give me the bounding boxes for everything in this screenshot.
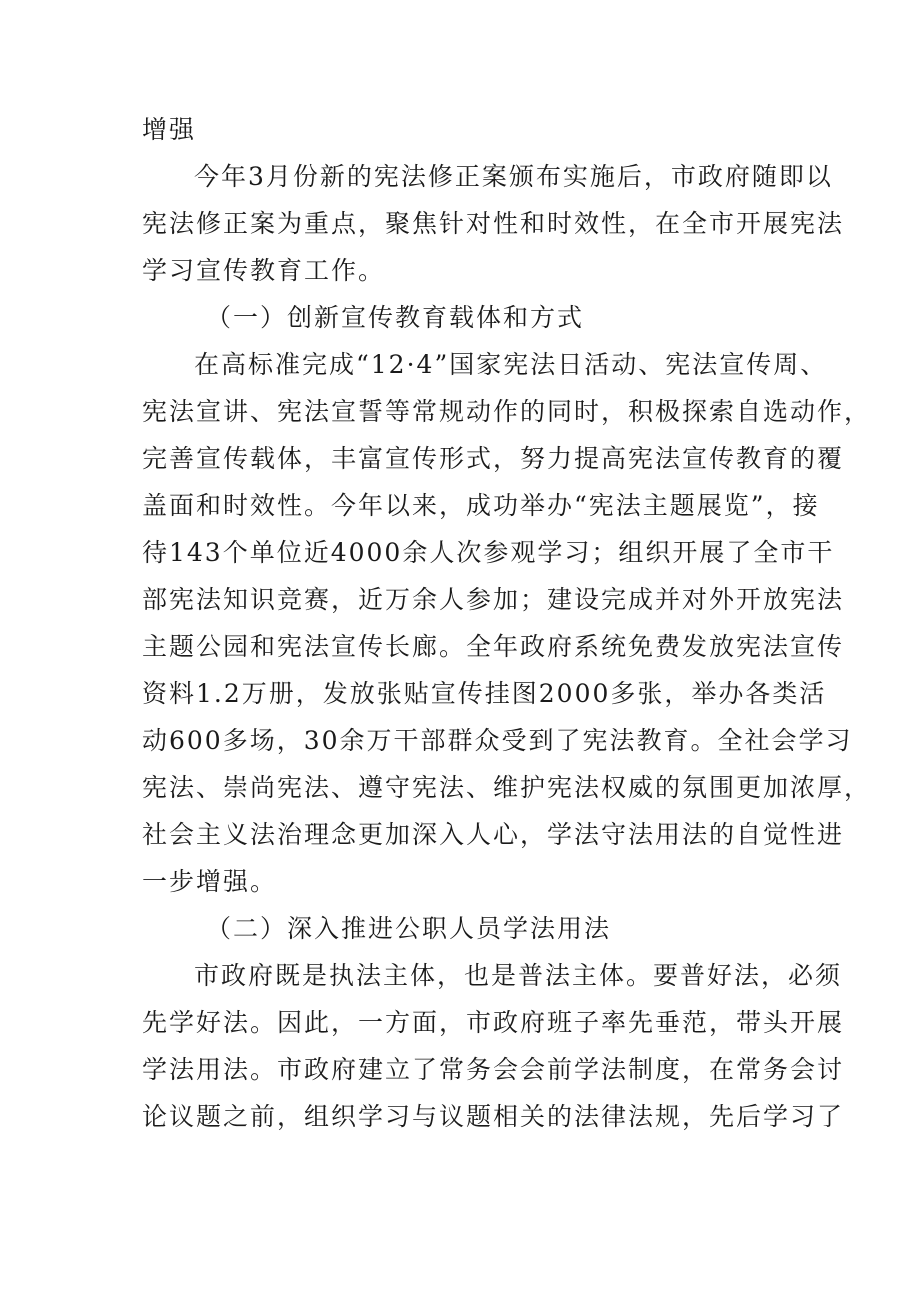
text-line-6: 在高标准完成“12·4”国家宪法日活动、宪法宣传周、 <box>194 350 828 379</box>
text-line-4: 学习宣传教育工作。 <box>142 256 386 285</box>
text-line-2: 今年3月份新的宪法修正案颁布实施后，市政府随即以 <box>194 162 833 191</box>
text-line-13: 资料1.2万册，发放张贴宣传挂图2000多张，举办各类活 <box>142 679 827 708</box>
text-line-21: 学法用法。市政府建立了常务会会前学法制度，在常务会讨 <box>142 1055 845 1084</box>
text-line-17: 一步增强。 <box>142 867 278 896</box>
text-line-9: 盖面和时效性。今年以来，成功举办“宪法主题展览”，接 <box>142 491 820 520</box>
text-line-7: 宪法宣讲、宪法宣誓等常规动作的同时，积极探索自选动作， <box>142 397 872 426</box>
text-line-15: 宪法、崇尚宪法、遵守宪法、维护宪法权威的氛围更加浓厚， <box>142 773 872 802</box>
text-line-20: 先学好法。因此，一方面，市政府班子率先垂范，带头开展 <box>142 1008 845 1037</box>
text-line-3: 宪法修正案为重点，聚焦针对性和时效性，在全市开展宪法 <box>142 209 845 238</box>
text-line-11: 部宪法知识竞赛，近万余人参加；建设完成并对外开放宪法 <box>142 585 845 614</box>
text-line-16: 社会主义法治理念更加深入人心，学法守法用法的自觉性进 <box>142 820 845 849</box>
section-heading-2: （二）深入推进公职人员学法用法 <box>206 914 612 943</box>
text-line-22: 论议题之前，组织学习与议题相关的法律法规，先后学习了 <box>142 1102 845 1131</box>
text-line-19: 市政府既是执法主体，也是普法主体。要普好法，必须 <box>194 961 843 990</box>
text-line-12: 主题公园和宪法宣传长廊。全年政府系统免费发放宪法宣传 <box>142 632 845 661</box>
text-line-14: 动600多场，30余万干部群众受到了宪法教育。全社会学习 <box>142 726 853 755</box>
text-line-8: 完善宣传载体，丰富宣传形式，努力提高宪法宣传教育的覆 <box>142 444 845 473</box>
text-line-1: 增强 <box>142 115 197 144</box>
text-line-10: 待143个单位近4000余人次参观学习；组织开展了全市干 <box>142 538 835 567</box>
section-heading-1: （一）创新宣传教育载体和方式 <box>206 303 585 332</box>
document-body <box>142 106 872 1140</box>
